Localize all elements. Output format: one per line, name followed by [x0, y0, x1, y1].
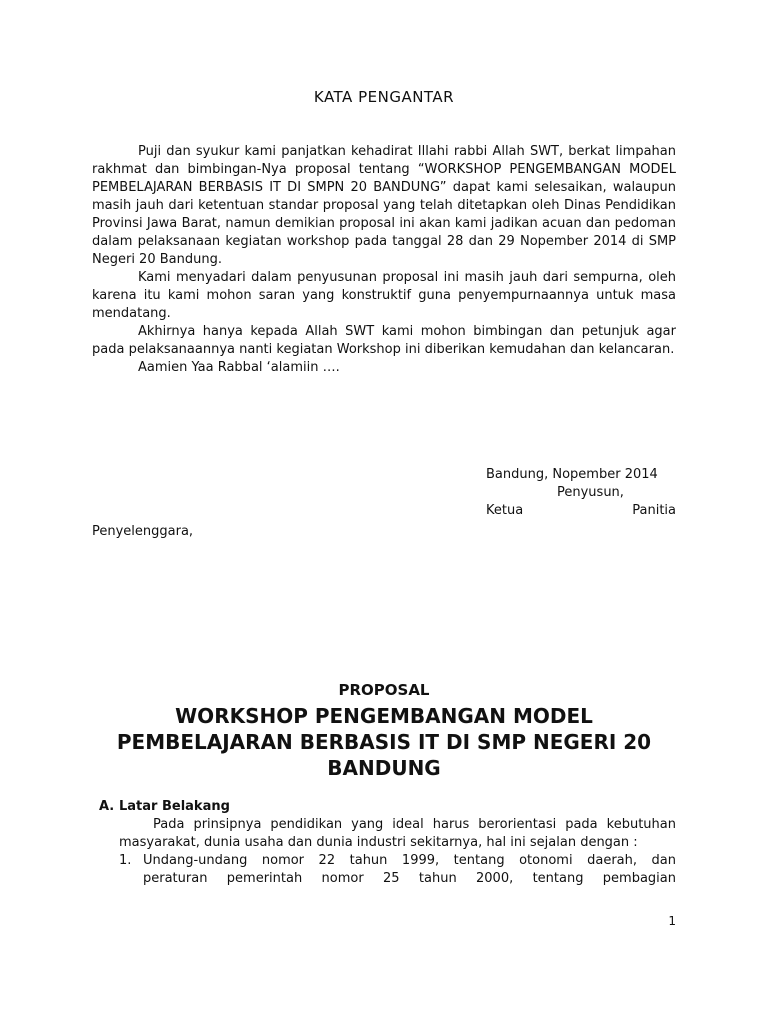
page-number: 1: [668, 914, 676, 928]
signature-ketua-panitia: [92, 502, 676, 520]
section-label: A.: [99, 799, 115, 814]
section-heading: [99, 798, 676, 816]
signature-role: Penyusun,: [557, 485, 624, 500]
signature-ketua: Ketua: [486, 503, 524, 518]
kata-pengantar-body: [92, 143, 676, 377]
paragraph-aamien: Aamien Yaa Rabbal ‘alamiin ….: [138, 360, 340, 375]
list-item: [119, 852, 676, 888]
proposal-title-line: PEMBELAJARAN BERBASIS IT DI SMP NEGERI 20: [116, 730, 652, 754]
paragraph-intro: Puji dan syukur kami panjatkan kehadirat Illahi rabbi Allah SWT, berkat limpahan rakhmat dan bimbingan-Nya proposal tentang “WORKSHOP PENGEMBANGAN MODEL PEMBELAJARAN BERBASIS IT DI SMPN 20 BANDUNG” dapat kami selesaikan, walaupun masih jauh dari ketentuan standar proposal yang telah ditetapkan oleh Dinas Pendidikan Provinsi Jawa Barat, namun demikian proposal ini akan kami jadikan acuan dan pedoman dalam pelaksanaan kegiatan workshop pada tanggal 28 dan 29 Nopember 2014 di SMP Negeri 20 Bandung.: [92, 144, 676, 267]
proposal-title: [96, 703, 672, 781]
list-item-text: [143, 852, 676, 888]
list-item-line: peraturan pemerintah nomor 25 tahun 2000, tentang pembagian: [143, 871, 676, 886]
paragraph-akhirnya: Akhirnya hanya kepada Allah SWT kami mohon bimbingan dan petunjuk agar pada pelaksanaannya nanti kegiatan Workshop ini diberikan kemudahan dan kelancaran.: [92, 324, 676, 357]
list-item-line: Undang-undang nomor 22 tahun 1999, tentang otonomi daerah, dan: [143, 853, 676, 868]
section-latar-belakang: [99, 798, 676, 888]
section-paragraph: Pada prinsipnya pendidikan yang ideal harus berorientasi pada kebutuhan masyarakat, dunia usaha dan dunia industri sekitarnya, hal ini sejalan dengan :: [119, 817, 676, 850]
signature-penyelenggara: Penyelenggara,: [92, 524, 194, 539]
proposal-title-line: BANDUNG: [327, 756, 441, 780]
kata-pengantar-title: KATA PENGANTAR: [313, 88, 455, 106]
paragraph-menyadari: Kami menyadari dalam penyusunan proposal ini masih jauh dari sempurna, oleh karena itu kami mohon saran yang konstruktif guna penyempurnaannya untuk masa mendatang.: [92, 270, 676, 321]
section-heading-text: Latar Belakang: [119, 799, 230, 814]
signature-place-date: Bandung, Nopember 2014: [486, 467, 658, 482]
signature-panitia: Panitia: [632, 503, 676, 518]
proposal-title-line: WORKSHOP PENGEMBANGAN MODEL: [175, 704, 593, 728]
proposal-label: PROPOSAL: [338, 681, 430, 699]
signature-block: [92, 466, 676, 541]
list-item-number: 1.: [119, 853, 132, 868]
